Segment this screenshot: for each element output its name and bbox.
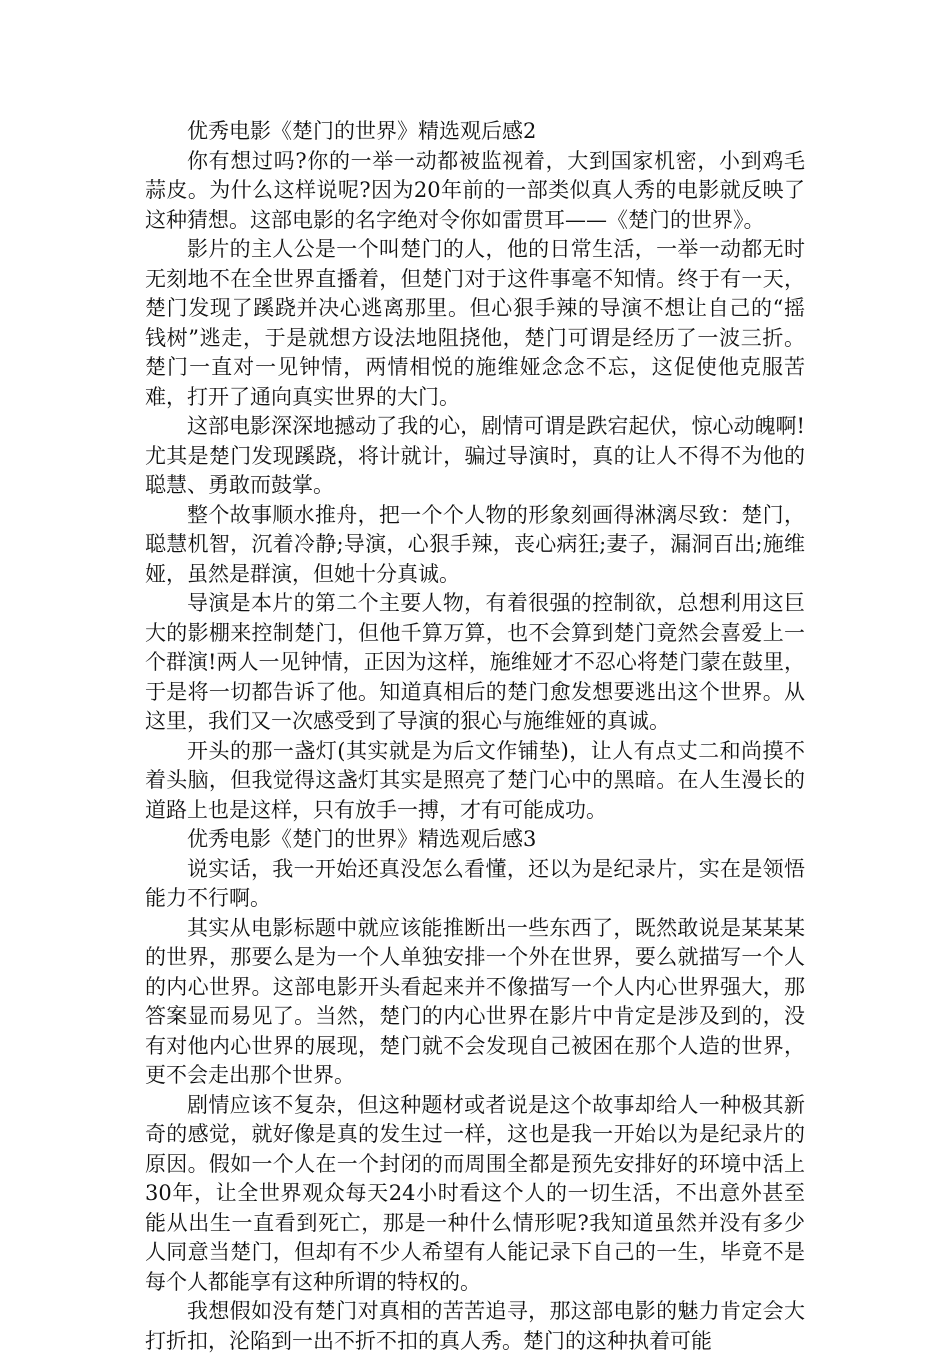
paragraph: 整个故事顺水推舟，把一个个人物的形象刻画得淋漓尽致：楚门，聪慧机智，沉着冷静;导演，心狠手辣，丧心病狂;妻子，漏洞百出;施维娅，虽然是群演，但她十分真诚。 xyxy=(145,502,805,586)
paragraph: 我想假如没有楚门对真相的苦苦追寻，那这部电影的魅力肯定会大打折扣，沦陷到一出不折不扣的真人秀。楚门的这种执着可能 xyxy=(145,1299,805,1353)
paragraph: 剧情应该不复杂，但这种题材或者说是这个故事却给人一种极其新奇的感觉，就好像是真的发生过一样，这也是我一开始以为是纪录片的原因。假如一个人在一个封闭的而周围全都是预先安排好的环境中活上30年，让全世界观众每天24小时看这个人的一切生活，不出意外甚至能从出生一直看到死亡，那是一种什么情形呢?我知道虽然并没有多少人同意当楚门，但却有不少人希望有人能记录下自己的一生，毕竟不是每个人都能享有这种所谓的特权的。 xyxy=(145,1092,805,1294)
section-heading: 优秀电影《楚门的世界》精选观后感2 xyxy=(187,119,537,143)
paragraph: 说实话，我一开始还真没怎么看懂，还以为是纪录片，实在是领悟能力不行啊。 xyxy=(145,856,805,910)
paragraph: 影片的主人公是一个叫楚门的人，他的日常生活，一举一动都无时无刻地不在全世界直播着，但楚门对于这件事毫不知情。终于有一天，楚门发现了蹊跷并决心逃离那里。但心狠手辣的导演不想让自己的“摇钱树”逃走，于是就想方设法地阻挠他，楚门可谓是经历了一波三折。楚门一直对一见钟情，两情相悦的施维娅念念不忘，这促使他克服苦难，打开了通向真实世界的大门。 xyxy=(145,237,805,409)
paragraph: 其实从电影标题中就应该能推断出一些东西了，既然敢说是某某某的世界，那要么是为一个人单独安排一个外在世界，要么就描写一个人的内心世界。这部电影开头看起来并不像描写一个人内心世界强大，那答案显而易见了。当然，楚门的内心世界在影片中肯定是涉及到的，没有对他内心世界的展现，楚门就不会发现自己被困在那个人造的世界，更不会走出那个世界。 xyxy=(145,915,805,1087)
paragraph: 导演是本片的第二个主要人物，有着很强的控制欲，总想利用这巨大的影棚来控制楚门，但他千算万算，也不会算到楚门竟然会喜爱上一个群演!两人一见钟情，正因为这样，施维娅才不忍心将楚门蒙在鼓里，于是将一切都告诉了他。知道真相后的楚门愈发想要逃出这个世界。从这里，我们又一次感受到了导演的狠心与施维娅的真诚。 xyxy=(145,591,805,733)
document-page xyxy=(145,117,805,1356)
paragraph: 这部电影深深地撼动了我的心，剧情可谓是跌宕起伏，惊心动魄啊!尤其是楚门发现蹊跷，将计就计，骗过导演时，真的让人不得不为他的聪慧、勇敢而鼓掌。 xyxy=(145,414,805,497)
paragraph: 你有想过吗?你的一举一动都被监视着，大到国家机密，小到鸡毛蒜皮。为什么这样说呢?因为20年前的一部类似真人秀的电影就反映了这种猜想。这部电影的名字绝对令你如雷贯耳——《楚门的世界》。 xyxy=(145,148,805,232)
paragraph: 开头的那一盏灯(其实就是为后文作铺垫)，让人有点丈二和尚摸不着头脑，但我觉得这盏灯其实是照亮了楚门心中的黑暗。在人生漫长的道路上也是这样，只有放手一搏，才有可能成功。 xyxy=(145,738,805,822)
section-heading: 优秀电影《楚门的世界》精选观后感3 xyxy=(187,827,537,851)
